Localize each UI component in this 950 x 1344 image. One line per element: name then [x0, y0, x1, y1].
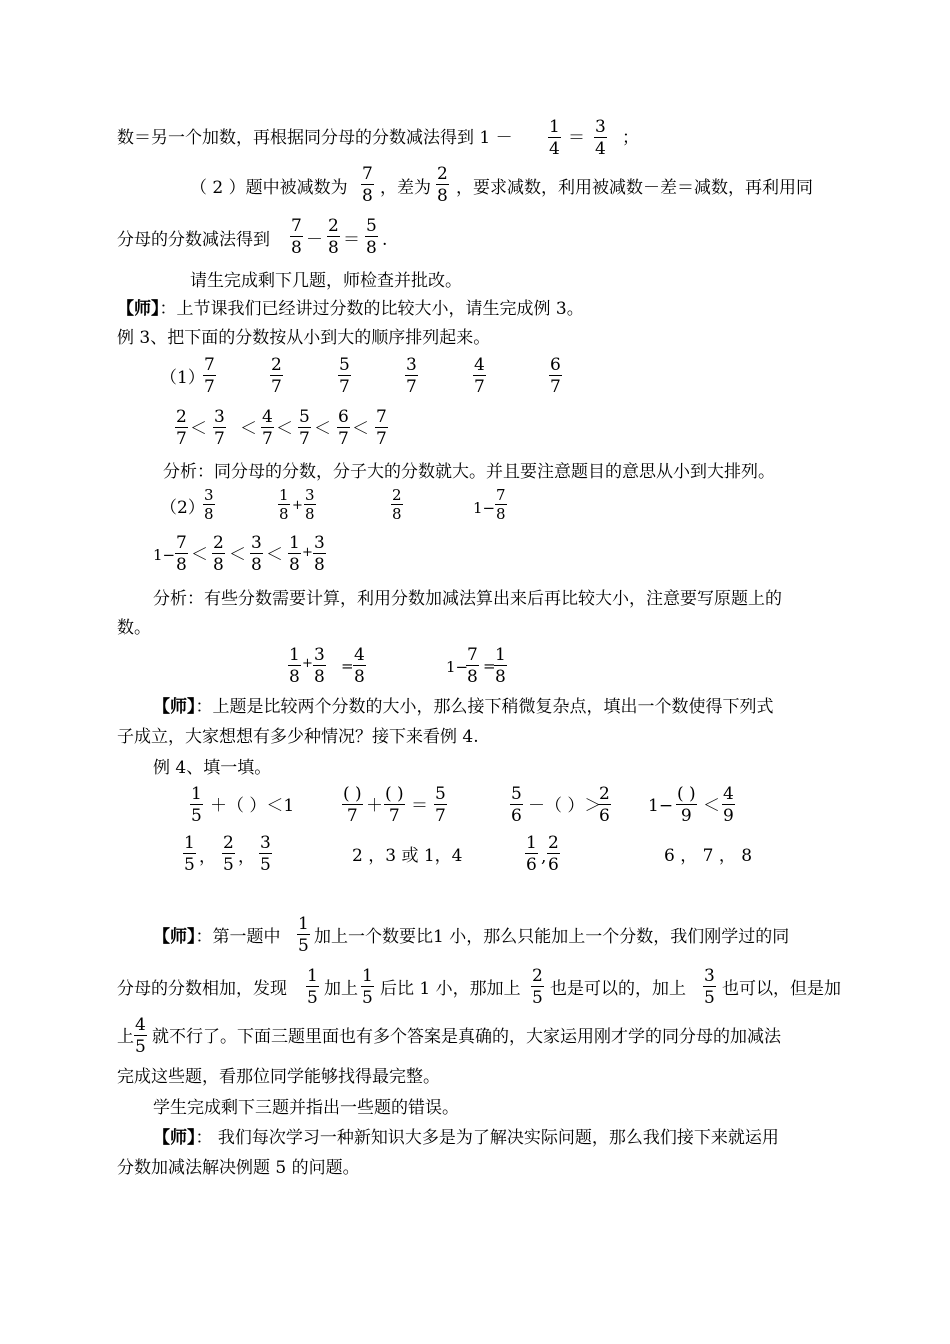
- fraction: $\frac{1}{8}$: [289, 645, 300, 687]
- teacher-tag: 【师】: [153, 1128, 196, 1148]
- fraction: $\frac{2}{6}$: [548, 833, 559, 875]
- one-minus: 1−: [473, 499, 496, 517]
- fraction: ( ) 7: [343, 784, 362, 826]
- text-line: 请生完成剩下几题，师检查并批改。: [190, 271, 462, 291]
- fraction: $\frac{1}{8}$: [289, 533, 300, 575]
- fraction: $\frac{2}{8}$: [328, 216, 339, 258]
- fraction: $\frac{7}{8}$: [291, 216, 302, 258]
- fraction: $\frac{7}{8}$: [362, 164, 373, 206]
- teacher-line: [117, 298, 584, 320]
- text-line: 子成立，大家想想有多少种情况？接下来看例 4.: [117, 727, 479, 747]
- text-line: 就不行了。下面三题里面也有多个答案是真确的，大家运用刚才学的同分母的加减法: [152, 1027, 781, 1047]
- expression: ＋（ ）＜1: [210, 796, 295, 816]
- fraction: $\frac{7}{8}$: [496, 486, 506, 523]
- comma: ，: [199, 847, 216, 867]
- comma: ，: [238, 847, 255, 867]
- fraction: $\frac{3}{7}$: [406, 355, 417, 397]
- text-line: 数＝另一个加数，再根据同分母的分数减法得到 1 －: [117, 128, 513, 148]
- plus-sign: +: [302, 656, 313, 671]
- fraction: $\frac{6}{7}$: [338, 407, 349, 449]
- less-than: ＜: [703, 796, 720, 816]
- fraction: $\frac{1}{5}$: [307, 966, 318, 1008]
- fraction: $\frac{3}{8}$: [204, 486, 214, 523]
- less-than: ＜: [314, 419, 331, 439]
- fraction: $\frac{3}{4}$: [595, 117, 606, 159]
- text-line: 分母的分数相加，发现: [117, 979, 287, 999]
- item-label: （1）: [160, 368, 205, 388]
- fraction: $\frac{1}{6}$: [526, 833, 537, 875]
- fraction: $\frac{3}{8}$: [251, 533, 262, 575]
- fraction: $\frac{5}{7}$: [435, 784, 446, 826]
- fraction: $\frac{2}{5}$: [532, 966, 543, 1008]
- text-line: ：上题是比较两个分数的大小，那么接下稍微复杂点，填出一个数使得下列式: [195, 697, 774, 717]
- equals-sign: ＝: [343, 230, 360, 250]
- less-than: ＜: [266, 545, 283, 565]
- text-line: ，差为: [380, 178, 431, 198]
- text-line: （ 2 ）题中被减数为: [190, 178, 348, 198]
- text-line: ： 我们每次学习一种新知识大多是为了解决实际问题，那么我们接下来就运用: [195, 1128, 779, 1148]
- expression: －（ ）＞: [528, 796, 602, 816]
- teacher-line: [153, 926, 281, 948]
- text-line: 也是可以的，加上: [550, 979, 686, 999]
- text-line: 分母的分数减法得到: [117, 230, 270, 250]
- comma: ,: [541, 847, 547, 867]
- teacher-line: [153, 696, 774, 718]
- fraction: $\frac{2}{7}$: [176, 407, 187, 449]
- text-line: 上: [117, 1027, 134, 1047]
- teacher-tag: 【师】: [153, 927, 196, 947]
- fraction: ( ) 9: [677, 784, 696, 826]
- fraction: $\frac{3}{5}$: [260, 833, 271, 875]
- fraction: $\frac{1}{5}$: [191, 784, 202, 826]
- one-minus: 1−: [153, 546, 176, 564]
- fraction: $\frac{2}{5}$: [223, 833, 234, 875]
- teacher-tag: 【师】: [117, 299, 160, 319]
- less-than: ＜: [276, 419, 293, 439]
- less-than: ＜: [229, 545, 246, 565]
- fraction: $\frac{2}{8}$: [437, 164, 448, 206]
- one-minus: 1−: [648, 796, 674, 816]
- fraction: $\frac{1}{8}$: [279, 486, 289, 523]
- text-line: 加上: [324, 979, 358, 999]
- fraction: $\frac{4}{7}$: [262, 407, 273, 449]
- plus-sign: +: [292, 498, 303, 513]
- fraction: $\frac{5}{7}$: [299, 407, 310, 449]
- fraction: $\frac{7}{8}$: [176, 533, 187, 575]
- fraction: $\frac{3}{8}$: [314, 533, 325, 575]
- minus-sign: －: [306, 230, 323, 250]
- less-than: ＜: [191, 545, 208, 565]
- fraction: $\frac{3}{8}$: [305, 486, 315, 523]
- text-line: 后比 1 小，那加上: [380, 979, 521, 999]
- text-line: 分数加减法解决例题 5 的问题。: [117, 1158, 360, 1178]
- fraction: $\frac{2}{8}$: [392, 486, 402, 523]
- analysis-text: 分析：同分母的分数，分子大的分数就大。并且要注意题目的意思从小到大排列。: [163, 462, 775, 482]
- equals-sign: ＝: [411, 796, 428, 816]
- period: .: [382, 230, 388, 250]
- fraction: ( ) 7: [385, 784, 404, 826]
- fraction: $\frac{5}{7}$: [339, 355, 350, 397]
- less-than: ＜: [240, 419, 257, 439]
- fraction: $\frac{1}{5}$: [298, 914, 309, 956]
- text-line: 学生完成剩下三题并指出一些题的错误。: [153, 1098, 459, 1118]
- example-title: 例 3、把下面的分数按从小到大的顺序排列起来。: [117, 328, 491, 348]
- fraction: $\frac{2}{8}$: [213, 533, 224, 575]
- fraction: $\frac{7}{8}$: [467, 645, 478, 687]
- fraction: $\frac{5}{8}$: [366, 216, 377, 258]
- fraction: $\frac{7}{7}$: [376, 407, 387, 449]
- text-line: ：上节课我们已经讲过分数的比较大小，请生完成例 3。: [159, 299, 584, 319]
- fraction: $\frac{1}{8}$: [495, 645, 506, 687]
- answer-text: 2 ，3 或 1，4: [352, 846, 463, 866]
- fraction: $\frac{4}{5}$: [135, 1015, 146, 1057]
- fraction: $\frac{4}{9}$: [723, 784, 734, 826]
- fraction: $\frac{3}{7}$: [214, 407, 225, 449]
- semicolon: ；: [622, 128, 639, 148]
- fraction: $\frac{7}{7}$: [204, 355, 215, 397]
- analysis-text: 数。: [117, 618, 151, 638]
- less-than: ＜: [190, 419, 207, 439]
- fraction: $\frac{4}{7}$: [474, 355, 485, 397]
- fraction: $\frac{3}{5}$: [704, 966, 715, 1008]
- text-line: ，要求减数，利用被减数－差＝减数，再利用同: [456, 178, 813, 198]
- equals-sign: =: [341, 657, 354, 675]
- fraction: $\frac{2}{7}$: [271, 355, 282, 397]
- answer-text: 6 ， 7 ， 8: [664, 846, 753, 866]
- fraction: $\frac{2}{6}$: [599, 784, 610, 826]
- one-minus: 1−: [446, 658, 469, 676]
- plus-sign: ＋: [366, 796, 383, 816]
- teacher-line: [153, 1127, 779, 1149]
- less-than: ＜: [352, 419, 369, 439]
- text-line: 加上一个数要比1 小，那么只能加上一个分数，我们刚学过的同: [314, 927, 790, 947]
- fraction: $\frac{1}{5}$: [362, 966, 373, 1008]
- fraction: $\frac{3}{8}$: [314, 645, 325, 687]
- text-line: 完成这些题，看那位同学能够找得最完整。: [117, 1067, 440, 1087]
- fraction: $\frac{4}{8}$: [354, 645, 365, 687]
- plus-sign: +: [302, 545, 313, 560]
- fraction: $\frac{6}{7}$: [550, 355, 561, 397]
- equals-sign: ＝: [568, 128, 585, 148]
- analysis-text: 分析：有些分数需要计算，利用分数加减法算出来后再比较大小，注意要写原题上的: [153, 589, 782, 609]
- fraction: $\frac{5}{6}$: [511, 784, 522, 826]
- fraction: $\frac{1}{4}$: [549, 117, 560, 159]
- example-title: 例 4、填一填。: [153, 758, 272, 778]
- text-line: ：第一题中: [195, 927, 281, 947]
- fraction: $\frac{1}{5}$: [184, 833, 195, 875]
- equals-sign: =: [483, 657, 496, 675]
- text-line: 也可以，但是加: [722, 979, 841, 999]
- teacher-tag: 【师】: [153, 697, 196, 717]
- item-label: （2）: [160, 498, 205, 518]
